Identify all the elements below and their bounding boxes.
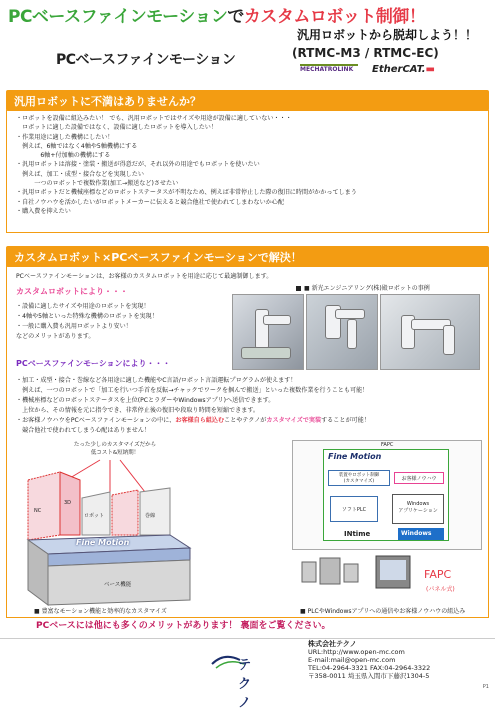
company-name: 株式会社テクノ [308, 640, 357, 648]
line5-b: ことやテクノが [224, 417, 267, 424]
label-nc: NC [34, 508, 42, 514]
sub2-lines [16, 376, 368, 416]
header-subtitle: 汎用ロボットから脱却しよう！！ [296, 28, 477, 42]
fapc-label: FAPC [424, 568, 452, 581]
label-wind: 巻線 [145, 513, 156, 519]
photos-caption-text: ■ 新光エンジニアリング(株)殿ロボットの事例 [304, 285, 430, 292]
line5-red: お客様自ら組込む [175, 417, 225, 424]
sub2-line6: 競合他社で使われてしまう心配はありません！ [16, 427, 151, 434]
section1-line: 例えば、加工・成型・接合などを実現したい [16, 170, 144, 178]
sub1-lines [16, 302, 158, 342]
custom-box: 装置やロボット制御 (カスタマイズ) [328, 470, 390, 486]
company-url[interactable]: URL:http://www.open-mc.com [308, 648, 405, 656]
mechatrolink-logo [300, 64, 358, 78]
right-diagram-caption [300, 606, 465, 615]
fapc-sub-label: (パネル式) [426, 586, 455, 593]
diagram-fapc [292, 440, 484, 600]
section1-line: ・ロボットを設備に組込みたい！ でも、汎用ロボットではサイズや用途が設備に適していない・・・ [16, 115, 292, 122]
section2-intro: PCベースファインモーションは、お客様のカスタムロボットを用途に応じて最適制御します。 [16, 273, 273, 280]
label-3d: 3D [64, 500, 72, 506]
section1-line: ・自社ノウハウを活かしたいがロボットメーカーに伝えると競合他社で使われてしまわないか心配 [16, 198, 284, 206]
title-mid: で [227, 7, 244, 27]
product-title: PCベースファインモーション [56, 52, 236, 68]
header-title [8, 2, 425, 27]
callout-text: たった少しのカスタマイズだから 低コスト&短納期！ [73, 442, 157, 456]
ethercat-logo-text: EtherCAT. [372, 64, 426, 75]
cta-text: PCベースには他にも多くのメリットがあります！ 裏面をご覧ください。 [36, 621, 331, 631]
fine-motion-label-left: Fine Motion [76, 538, 130, 547]
line5-red2: カスタマイズで実装 [266, 417, 322, 424]
sub2-line: ・機械座標などのロボットステータスを上位(PCとラダーやWindowsアプリ)へ送信できます。 [16, 397, 275, 404]
user-knowhow-box: お客様ノウハウ [394, 472, 444, 484]
right-diagram-caption-text: ■ PLCやWindowsアプリへの通信やお客様ノウハウの組込み [300, 608, 466, 615]
left-diagram-caption [34, 606, 167, 615]
company-logo-text: テクノ [238, 658, 252, 711]
robot-photo-2 [306, 294, 378, 370]
sub1-line: ・設備に適したサイズや用途のロボットを実現！ [16, 303, 150, 310]
company-logo [210, 650, 260, 711]
sub1-line: などのメリットがあります。 [16, 333, 95, 340]
section1-line: 6軸+付加軸の機構にする [16, 152, 111, 160]
section1-line: ロボットに適した設備ではなく、設備に適したロボットを導入したい！ [16, 124, 217, 132]
product-model: (RTMC-M3 / RTMC-EC) [292, 46, 439, 60]
company-email[interactable]: E-mail:mail@open-mc.com [308, 656, 396, 664]
company-info [308, 640, 430, 680]
section1-heading: 汎用ロボットに不満はありませんか？ [6, 90, 489, 111]
sub2-line: 例えば、一つのロボットで「加工を行いつ手首を反転→チャックでワークを掴んで搬送」といった複数作業を行うことも可能！ [16, 387, 369, 394]
section1-line: ・汎用ロボットは溶接・塗装・搬送が得意だが、それ以外の用途でもロボットを使いたい [16, 161, 260, 169]
sub1-line: ・4軸や5軸といった特殊な機構のロボットを実現！ [16, 313, 158, 320]
section1-lines [16, 114, 357, 216]
sub2-line5 [16, 416, 370, 425]
label-robot: ロボット [84, 513, 105, 519]
robot-photo-1 [232, 294, 304, 370]
fapc-frame [292, 440, 482, 550]
sub2-line: ・加工・成型・接合・巻線など各用途に適した機能やC言語/ロボット言語運転プログラムが使えます！ [16, 377, 297, 384]
line5-c: することが可能！ [321, 417, 370, 424]
section1-line: 例えば、6軸ではなく4軸や5軸機構にする [16, 142, 138, 150]
section1-line: ・作業用途に適した機構にしたい！ [16, 133, 114, 141]
diagram-custom-stack [20, 440, 220, 610]
title-green: PCベースファインモーション [8, 7, 228, 27]
section1-line: ・購入費を抑えたい [16, 207, 71, 215]
left-diagram-caption-text: ■ 豊富なモーション機能と効率的なカスタマイズ [34, 608, 167, 615]
title-red: カスタムロボット制御！ [243, 7, 426, 27]
intime-label: INtime [344, 530, 371, 538]
robot-photo-3 [380, 294, 480, 370]
company-tel: TEL:04-2964-3321 FAX:04-2964-3322 [308, 664, 431, 672]
fapc-small-label: FAPC [381, 442, 394, 448]
sub1-line: ・一般に購入費も汎用ロボットより安い！ [16, 323, 132, 330]
windows-app-box: Windows アプリケーション [392, 494, 444, 524]
soft-plc-box: ソフトPLC [330, 496, 378, 522]
fine-motion-box [323, 449, 449, 541]
subheading-custom-robot: カスタムロボットにより・・・ [16, 287, 128, 296]
subheading-pc-fine-motion: PCベースファインモーションにより・・・ [16, 359, 171, 368]
windows-label: Windows [398, 528, 444, 540]
fine-motion-label-right: Fine Motion [328, 452, 382, 461]
section2-heading: カスタムロボット×PCベースファインモーションで解決！ [6, 246, 489, 267]
section1-line: 一つのロボットで複数作業(加工→搬送など)させたい [16, 180, 179, 188]
photos-caption [296, 283, 430, 292]
page-number: P1 [482, 684, 489, 690]
ethercat-logo: EtherCAT.▬ [372, 64, 435, 75]
mechatrolink-logo-text: MECHATROLINK [300, 66, 354, 73]
sub2-line: 上位から、その情報を元に指令でき、非常停止後の復旧や段取り時間を短縮できます。 [16, 407, 260, 414]
company-address: 〒358-0011 埼玉県入間市下藤沢1304-5 [308, 672, 430, 680]
section1-line: ・汎用ロボットだと機械座標などのロボットステータスが不明なため、例えば非常停止した際の復旧に時間がかかってしまう [16, 189, 357, 197]
line5-a: ・お客様ノウハウをPCベースファインモーションの中に、 [16, 417, 176, 424]
base-label: ベース機能 [104, 582, 132, 588]
